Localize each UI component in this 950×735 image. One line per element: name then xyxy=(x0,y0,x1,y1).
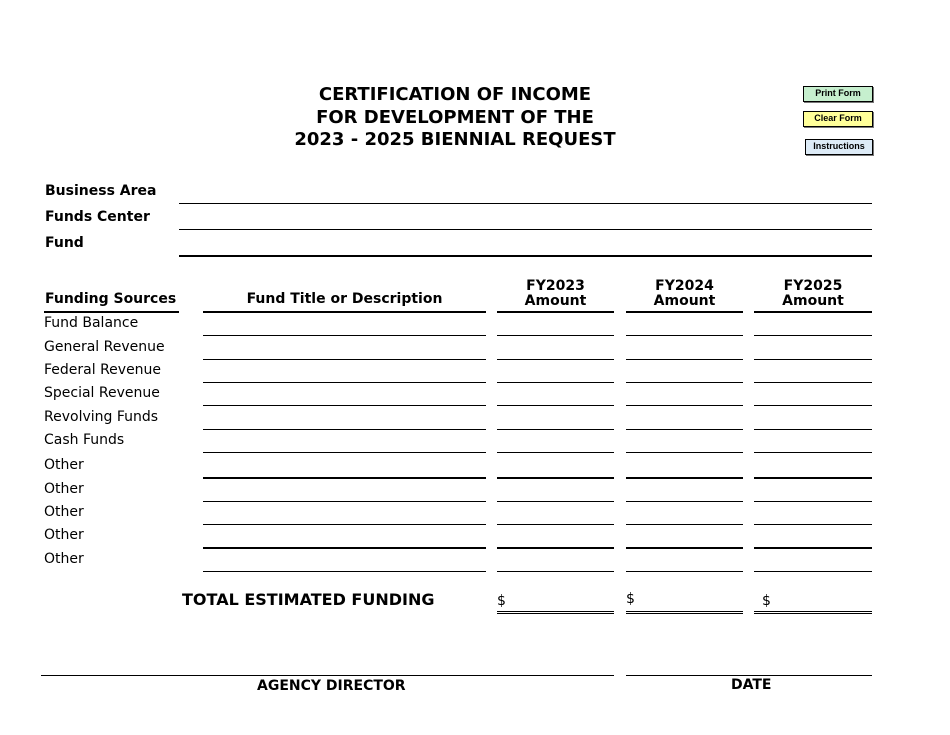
fund-title-cell[interactable] xyxy=(203,362,486,381)
print-form-button[interactable]: Print Form xyxy=(803,86,873,102)
fy2024-amount-cell[interactable] xyxy=(626,457,743,476)
fy2025-header-rule xyxy=(754,311,872,313)
fy2024-amount-cell[interactable] xyxy=(626,481,743,500)
fy2024-amount-row-rule xyxy=(626,359,743,360)
total-fy2025-currency: $ xyxy=(762,593,771,609)
fund-underline xyxy=(179,255,872,257)
fy2025-amount-row-rule xyxy=(754,477,872,479)
total-fy2023-currency: $ xyxy=(497,593,506,609)
funding-source-label: General Revenue xyxy=(44,339,165,355)
funding-source-label: Other xyxy=(44,527,84,543)
instructions-button[interactable]: Instructions xyxy=(805,139,873,155)
agency-director-signature-line xyxy=(41,675,614,676)
business-area-underline xyxy=(179,203,872,204)
fy2025-amount-cell[interactable] xyxy=(754,339,872,358)
fund-title-cell[interactable] xyxy=(203,527,486,546)
funding-source-label: Other xyxy=(44,551,84,567)
fy2023-amount-row-rule xyxy=(497,359,614,360)
fy2025-amount-row-rule xyxy=(754,382,872,383)
title-line-3: 2023 - 2025 BIENNIAL REQUEST xyxy=(294,129,616,150)
fy2025-amount-cell[interactable] xyxy=(754,432,872,451)
fy2024-amount-cell[interactable] xyxy=(626,432,743,451)
fy2023-amount-row-rule xyxy=(497,547,614,549)
fy2025-amount-cell[interactable] xyxy=(754,385,872,404)
total-label: TOTAL ESTIMATED FUNDING xyxy=(182,590,435,609)
fy2023-amount-cell[interactable] xyxy=(497,432,614,451)
fund-title-row-rule xyxy=(203,405,486,406)
fund-title-cell[interactable] xyxy=(203,551,486,570)
total-fy2024-rule xyxy=(626,611,743,614)
fy2024-amount-cell[interactable] xyxy=(626,385,743,404)
fy2023-amount-row-rule xyxy=(497,405,614,406)
fund-title-cell[interactable] xyxy=(203,504,486,523)
fy2025-amount-row-rule xyxy=(754,429,872,430)
fy2025-amount-cell[interactable] xyxy=(754,409,872,428)
form-title xyxy=(250,84,660,152)
fy2024-amount-row-rule xyxy=(626,547,743,549)
fy2024-header-rule xyxy=(626,311,743,313)
fy2024-amount-row-rule xyxy=(626,382,743,383)
fy2023-amount-row-rule xyxy=(497,382,614,383)
fy2023-amount-row-rule xyxy=(497,524,614,525)
funding-source-label: Revolving Funds xyxy=(44,409,159,425)
fund-title-row-rule xyxy=(203,547,486,549)
funding-source-label: Other xyxy=(44,481,84,497)
funding-source-label: Federal Revenue xyxy=(44,362,162,378)
fy2023-amount-cell[interactable] xyxy=(497,527,614,546)
fy2024-amount-row-rule xyxy=(626,452,743,453)
total-fy2024-value[interactable] xyxy=(639,592,743,610)
fy2024-amount-row-rule xyxy=(626,335,743,336)
fy2023-amount-cell[interactable] xyxy=(497,457,614,476)
fund-title-cell[interactable] xyxy=(203,481,486,500)
title-line-1: CERTIFICATION OF INCOME xyxy=(318,84,592,105)
fy2024-amount-row-rule xyxy=(626,405,743,406)
fund-title-cell[interactable] xyxy=(203,385,486,404)
fy2023-amount-row-rule xyxy=(497,477,614,479)
fy2023-amount-cell[interactable] xyxy=(497,315,614,334)
fy2025-amount-cell[interactable] xyxy=(754,481,872,500)
total-fy2023-value[interactable] xyxy=(510,592,614,610)
fund-title-cell[interactable] xyxy=(203,315,486,334)
total-fy2023-rule xyxy=(497,611,614,614)
total-fy2024-currency: $ xyxy=(626,591,635,607)
fy2025-amount-cell[interactable] xyxy=(754,457,872,476)
fund-title-row-rule xyxy=(203,524,486,525)
business-area-label: Business Area xyxy=(45,183,157,199)
funding-source-label: Other xyxy=(44,457,84,473)
fund-title-row-rule xyxy=(203,477,486,479)
fy2025-amount-row-rule xyxy=(754,405,872,406)
fy2024-amount-cell[interactable] xyxy=(626,315,743,334)
total-fy2025-value[interactable] xyxy=(775,592,872,610)
fy2023-amount-row-rule xyxy=(497,501,614,502)
date-signature-line xyxy=(626,675,872,676)
total-fy2025-rule xyxy=(754,611,872,614)
fy2025-amount-row-rule xyxy=(754,335,872,336)
business-area-field[interactable] xyxy=(179,184,872,203)
funds-center-field[interactable] xyxy=(179,210,872,229)
fy2023-amount-cell[interactable] xyxy=(497,481,614,500)
date-label: DATE xyxy=(731,677,772,693)
fund-title-cell[interactable] xyxy=(203,339,486,358)
fy2024-amount-cell[interactable] xyxy=(626,339,743,358)
fund-title-row-rule xyxy=(203,501,486,502)
funding-sources-header: Funding Sources xyxy=(45,291,177,307)
funding-source-label: Fund Balance xyxy=(44,315,139,331)
fy2024-amount-cell[interactable] xyxy=(626,551,743,570)
clear-form-button[interactable]: Clear Form xyxy=(803,111,873,127)
fy2023-amount-cell[interactable] xyxy=(497,385,614,404)
fy2024-header: FY2024 Amount xyxy=(653,278,716,309)
fy2023-header-rule xyxy=(497,311,614,313)
fy2023-amount-cell[interactable] xyxy=(497,504,614,523)
fy2023-amount-cell[interactable] xyxy=(497,362,614,381)
fund-title-header-rule xyxy=(203,311,486,313)
agency-director-label: AGENCY DIRECTOR xyxy=(257,678,406,694)
date-field[interactable] xyxy=(626,652,872,674)
fund-title-row-rule xyxy=(203,382,486,383)
fy2024-amount-row-rule xyxy=(626,501,743,502)
title-line-2: FOR DEVELOPMENT OF THE xyxy=(316,106,594,128)
fy2023-header: FY2023 Amount xyxy=(524,278,587,309)
agency-director-signature-field[interactable] xyxy=(41,652,614,674)
fy2025-amount-row-rule xyxy=(754,524,872,525)
fy2023-amount-row-rule xyxy=(497,429,614,430)
fy2024-amount-cell[interactable] xyxy=(626,362,743,381)
fund-title-row-rule xyxy=(203,335,486,336)
fy2024-amount-cell[interactable] xyxy=(626,409,743,428)
funding-sources-header-rule xyxy=(44,311,179,313)
fy2025-amount-row-rule xyxy=(754,547,872,549)
fy2023-amount-cell[interactable] xyxy=(497,551,614,570)
fy2024-amount-row-rule xyxy=(626,429,743,430)
fy2023-amount-row-rule xyxy=(497,335,614,336)
fund-title-row-rule xyxy=(203,359,486,360)
funding-source-label: Cash Funds xyxy=(44,432,125,448)
fund-title-header: Fund Title or Description xyxy=(246,291,443,307)
funds-center-label: Funds Center xyxy=(45,209,150,225)
fy2025-amount-cell[interactable] xyxy=(754,551,872,570)
fy2025-amount-row-rule xyxy=(754,359,872,360)
fy2025-header: FY2025 Amount xyxy=(782,278,844,309)
fund-title-cell[interactable] xyxy=(203,457,486,476)
fy2025-amount-cell[interactable] xyxy=(754,362,872,381)
fy2024-amount-cell[interactable] xyxy=(626,504,743,523)
fy2023-amount-cell[interactable] xyxy=(497,409,614,428)
fy2024-amount-row-rule xyxy=(626,571,743,572)
fy2024-amount-row-rule xyxy=(626,524,743,525)
fy2025-amount-cell[interactable] xyxy=(754,504,872,523)
fund-title-cell[interactable] xyxy=(203,409,486,428)
fy2023-amount-row-rule xyxy=(497,571,614,572)
fy2024-amount-cell[interactable] xyxy=(626,527,743,546)
fund-title-row-rule xyxy=(203,571,486,572)
fund-title-row-rule xyxy=(203,452,486,453)
fy2023-amount-row-rule xyxy=(497,452,614,453)
fy2025-amount-row-rule xyxy=(754,452,872,453)
fy2024-amount-row-rule xyxy=(626,477,743,479)
fy2023-amount-cell[interactable] xyxy=(497,339,614,358)
funding-source-label: Special Revenue xyxy=(44,385,160,401)
fy2025-amount-cell[interactable] xyxy=(754,527,872,546)
funds-center-underline xyxy=(179,229,872,230)
fund-label: Fund xyxy=(45,235,84,251)
fy2025-amount-cell[interactable] xyxy=(754,315,872,334)
fund-title-row-rule xyxy=(203,429,486,430)
fund-title-cell[interactable] xyxy=(203,432,486,451)
fy2025-amount-row-rule xyxy=(754,571,872,572)
fund-field[interactable] xyxy=(179,236,872,255)
funding-source-label: Other xyxy=(44,504,84,520)
fy2025-amount-row-rule xyxy=(754,501,872,502)
